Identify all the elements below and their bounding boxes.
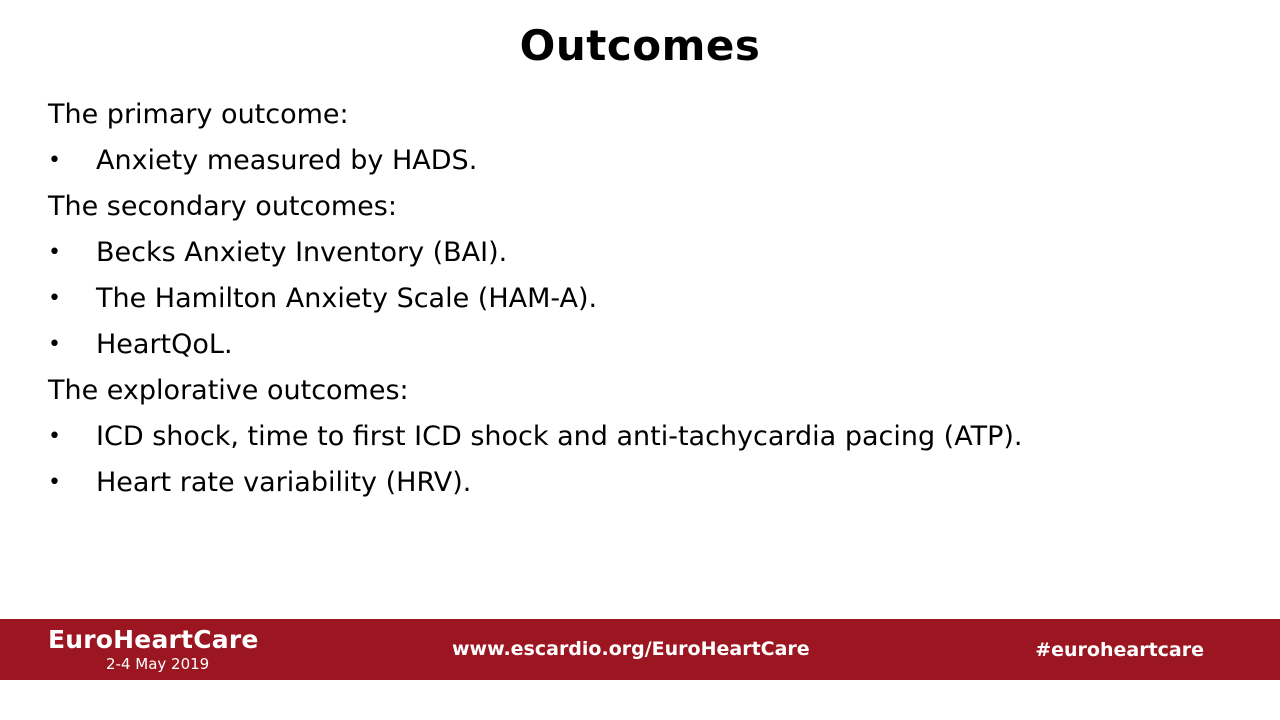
bullet-icon: • (48, 332, 61, 357)
conference-logo (48, 623, 288, 673)
list-item (48, 138, 1238, 184)
list-item-text: Anxiety measured by HADS. (96, 145, 478, 176)
slide-content (48, 92, 1238, 506)
bullet-icon: • (48, 148, 61, 173)
secondary-outcomes-heading: The secondary outcomes: (48, 191, 397, 222)
list-item-text: Becks Anxiety Inventory (BAI). (96, 237, 508, 268)
conference-date: 2-4 May 2019 (106, 655, 210, 673)
bullet-icon: • (48, 286, 61, 311)
list-item (48, 460, 1238, 506)
footer-url: www.escardio.org/EuroHeartCare (452, 638, 810, 660)
explorative-outcomes-heading: The explorative outcomes: (48, 375, 409, 406)
slide-title: Outcomes (519, 21, 761, 70)
primary-outcome-heading: The primary outcome: (48, 99, 349, 130)
list-item-text: HeartQoL. (96, 329, 233, 360)
bullet-icon: • (48, 424, 61, 449)
list-item-text: The Hamilton Anxiety Scale (HAM-A). (96, 283, 598, 314)
footer-banner (0, 619, 1280, 680)
list-item (48, 322, 1238, 368)
list-item (48, 276, 1238, 322)
conference-name: EuroHeartCare (48, 625, 259, 654)
bullet-icon: • (48, 470, 61, 495)
list-item (48, 414, 1238, 460)
list-item (48, 230, 1238, 276)
list-item-text: ICD shock, time to first ICD shock and anti-tachycardia pacing (ATP). (96, 421, 1023, 452)
footer-hashtag: #euroheartcare (1035, 639, 1204, 661)
list-item-text: Heart rate variability (HRV). (96, 467, 472, 498)
bullet-icon: • (48, 240, 61, 265)
